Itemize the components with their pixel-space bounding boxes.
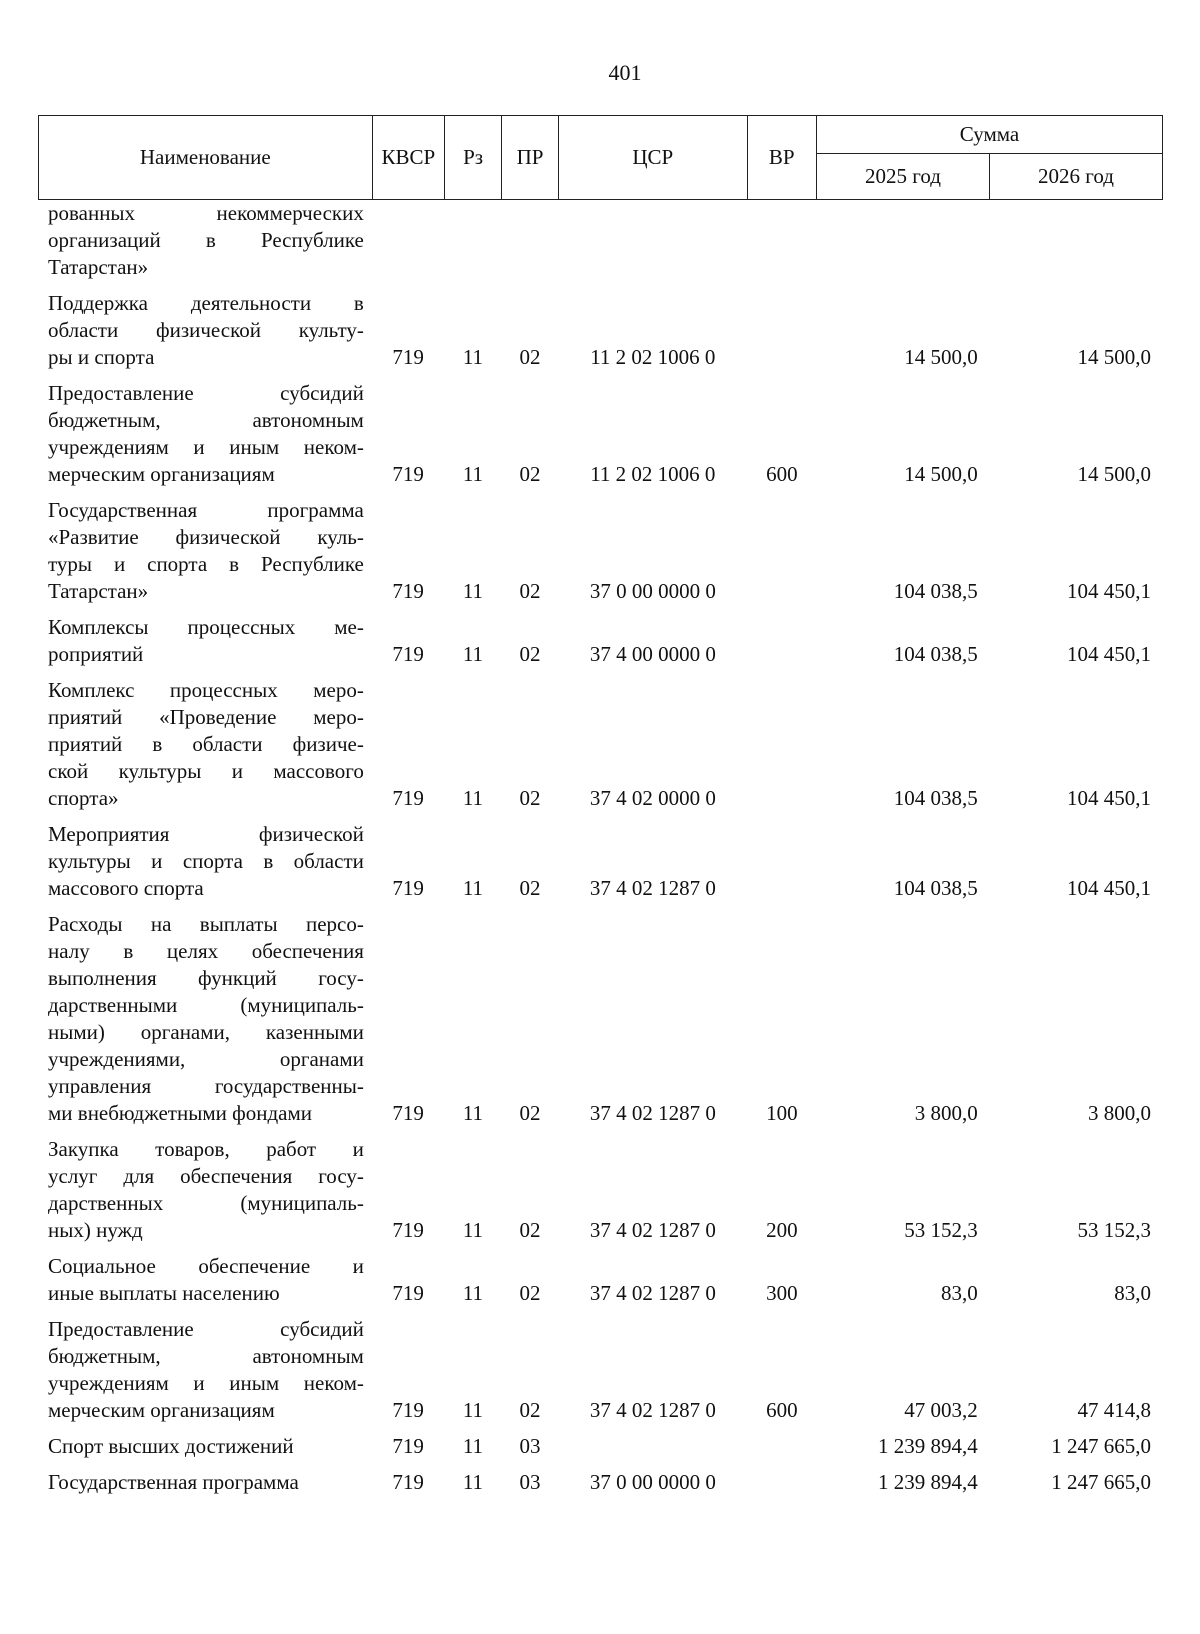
row-rz: 11 <box>462 1470 484 1494</box>
row-name <box>38 200 372 281</box>
row-pr: 03 <box>519 1470 541 1494</box>
header-sum: Сумма <box>816 116 1162 154</box>
row-name-line: мерческим организациям <box>48 1398 275 1422</box>
row-name-line: Татарстан» <box>48 579 149 603</box>
row-name-line: роприятий <box>48 642 144 666</box>
row-name-line: Комплекс процессных меро- <box>48 678 364 702</box>
row-kvsr: 719 <box>392 1101 424 1125</box>
row-sum-2025: 104 038,5 <box>893 642 978 666</box>
row-vr: 100 <box>766 1101 798 1125</box>
row-pr: 02 <box>519 345 541 369</box>
row-rz: 11 <box>462 876 484 900</box>
row-sum-2026: 53 152,3 <box>1077 1218 1151 1242</box>
row-name <box>38 488 372 605</box>
page-number: 401 <box>608 60 642 85</box>
row-kvsr: 719 <box>392 579 424 603</box>
row-kvsr: 719 <box>392 1281 424 1305</box>
row-sum-2026 <box>990 200 1163 281</box>
row-name-line: мерческим организациям <box>48 462 275 486</box>
row-name-line: Комплексы процессных ме- <box>48 615 364 639</box>
table-row <box>38 1244 1163 1307</box>
row-name <box>38 668 372 812</box>
row-pr: 02 <box>519 642 541 666</box>
row-vr: 600 <box>766 1398 798 1422</box>
row-sum-2026: 104 450,1 <box>1067 642 1151 666</box>
row-rz: 11 <box>462 1434 484 1458</box>
row-sum-2025: 104 038,5 <box>893 876 978 900</box>
row-kvsr <box>372 200 445 281</box>
row-sum-2025: 104 038,5 <box>893 786 978 810</box>
row-pr: 02 <box>519 1218 541 1242</box>
row-vr <box>747 488 816 605</box>
row-vr: 200 <box>766 1218 798 1242</box>
table-row <box>38 281 1163 371</box>
row-pr <box>501 200 558 281</box>
row-name-line: приятий в области физиче- <box>48 732 364 756</box>
row-kvsr: 719 <box>392 1470 424 1494</box>
row-kvsr: 719 <box>392 876 424 900</box>
row-vr <box>747 200 816 281</box>
row-rz: 11 <box>462 1218 484 1242</box>
row-name-line: организаций в Республике <box>48 228 364 252</box>
row-name-line: приятий «Проведение меро- <box>48 705 364 729</box>
row-name-line: ных) нужд <box>48 1218 143 1242</box>
row-name-line: бюджетным, автономным <box>48 1344 364 1368</box>
row-sum-2026: 14 500,0 <box>1077 462 1151 486</box>
header-csr: ЦСР <box>559 116 748 200</box>
row-name <box>38 902 372 1127</box>
row-vr <box>747 1460 816 1496</box>
row-rz: 11 <box>462 1398 484 1422</box>
row-name-line: культуры и спорта в области <box>48 849 364 873</box>
row-name-line: учреждениям и иным неком- <box>48 1371 364 1395</box>
row-name <box>38 1127 372 1244</box>
row-sum-2026: 83,0 <box>1114 1281 1151 1305</box>
row-sum-2026: 1 247 665,0 <box>1051 1470 1151 1494</box>
row-name <box>38 1460 372 1496</box>
row-vr <box>747 668 816 812</box>
table-body <box>38 200 1163 1496</box>
row-pr: 02 <box>519 1101 541 1125</box>
row-name <box>38 1307 372 1424</box>
row-rz: 11 <box>462 1281 484 1305</box>
row-name-line: Спорт высших достижений <box>48 1434 294 1458</box>
row-csr: 37 4 02 1287 0 <box>589 1218 716 1242</box>
row-rz: 11 <box>462 579 484 603</box>
table-row <box>38 605 1163 668</box>
table-row <box>38 668 1163 812</box>
row-name-line: выполнения функций госу- <box>48 966 364 990</box>
row-csr: 37 0 00 0000 0 <box>589 1470 716 1494</box>
row-name-line: Предоставление субсидий <box>48 381 364 405</box>
row-name-line: дарственных (муниципаль- <box>48 1191 364 1215</box>
row-sum-2025: 83,0 <box>941 1281 978 1305</box>
row-sum-2025: 104 038,5 <box>893 579 978 603</box>
row-kvsr: 719 <box>392 1218 424 1242</box>
row-sum-2026: 104 450,1 <box>1067 579 1151 603</box>
row-name-line: Предоставление субсидий <box>48 1317 364 1341</box>
row-name-line: учреждениям и иным неком- <box>48 435 364 459</box>
row-csr: 37 4 02 1287 0 <box>589 1101 716 1125</box>
row-csr: 37 4 00 0000 0 <box>589 642 716 666</box>
row-sum-2025: 47 003,2 <box>904 1398 978 1422</box>
row-name <box>38 1244 372 1307</box>
row-sum-2026: 1 247 665,0 <box>1051 1434 1151 1458</box>
table-row <box>38 1307 1163 1424</box>
row-name-line: ными) органами, казенными <box>48 1020 364 1044</box>
row-name-line: рованных некоммерческих <box>48 201 364 225</box>
row-kvsr: 719 <box>392 1434 424 1458</box>
row-name-line: ской культуры и массового <box>48 759 364 783</box>
table-header <box>38 115 1163 200</box>
row-rz <box>444 200 501 281</box>
header-vr: ВР <box>747 116 816 200</box>
row-name <box>38 371 372 488</box>
row-sum-2025: 1 239 894,4 <box>878 1434 978 1458</box>
row-csr <box>558 1424 747 1460</box>
row-kvsr: 719 <box>392 462 424 486</box>
row-csr <box>558 200 747 281</box>
row-csr: 37 0 00 0000 0 <box>589 579 716 603</box>
row-rz: 11 <box>462 642 484 666</box>
row-sum-2025: 53 152,3 <box>904 1218 978 1242</box>
row-sum-2025: 14 500,0 <box>904 462 978 486</box>
row-pr: 03 <box>519 1434 541 1458</box>
table-row <box>38 200 1163 281</box>
row-vr: 600 <box>766 462 798 486</box>
row-sum-2025: 3 800,0 <box>914 1101 978 1125</box>
table-row <box>38 902 1163 1127</box>
row-name-line: Социальное обеспечение и <box>48 1254 364 1278</box>
row-name-line: учреждениями, органами <box>48 1047 364 1071</box>
row-pr: 02 <box>519 786 541 810</box>
row-pr: 02 <box>519 1398 541 1422</box>
row-kvsr: 719 <box>392 642 424 666</box>
row-pr: 02 <box>519 1281 541 1305</box>
header-rz: Рз <box>445 116 502 200</box>
row-name-line: Расходы на выплаты персо- <box>48 912 364 936</box>
row-name-line: ры и спорта <box>48 345 155 369</box>
row-name-line: туры и спорта в Республике <box>48 552 364 576</box>
row-csr: 37 4 02 1287 0 <box>589 1398 716 1422</box>
row-vr <box>747 605 816 668</box>
row-sum-2025 <box>817 200 990 281</box>
row-csr: 11 2 02 1006 0 <box>590 462 716 486</box>
row-rz: 11 <box>462 786 484 810</box>
row-name-line: бюджетным, автономным <box>48 408 364 432</box>
row-kvsr: 719 <box>392 786 424 810</box>
row-vr <box>747 812 816 902</box>
header-kvsr: КВСР <box>372 116 445 200</box>
row-name <box>38 812 372 902</box>
row-rz: 11 <box>462 345 484 369</box>
row-name-line: Государственная программа <box>48 1470 299 1494</box>
row-name <box>38 1424 372 1460</box>
row-csr: 11 2 02 1006 0 <box>590 345 716 369</box>
table-row <box>38 371 1163 488</box>
row-name-line: Мероприятия физической <box>48 822 364 846</box>
table-row <box>38 1424 1163 1460</box>
row-csr: 37 4 02 1287 0 <box>589 876 716 900</box>
row-pr: 02 <box>519 579 541 603</box>
row-rz: 11 <box>462 462 484 486</box>
row-csr: 37 4 02 0000 0 <box>589 786 716 810</box>
row-sum-2026: 47 414,8 <box>1077 1398 1151 1422</box>
table-row <box>38 1127 1163 1244</box>
header-year-2025: 2025 год <box>816 154 989 200</box>
row-name-line: «Развитие физической куль- <box>48 525 364 549</box>
row-sum-2026: 3 800,0 <box>1088 1101 1151 1125</box>
table-row <box>38 488 1163 605</box>
row-name-line: Поддержка деятельности в <box>48 291 364 315</box>
row-name <box>38 605 372 668</box>
row-name-line: Государственная программа <box>48 498 364 522</box>
row-pr: 02 <box>519 462 541 486</box>
header-name: Наименование <box>39 116 373 200</box>
row-name-line: массового спорта <box>48 876 204 900</box>
row-name-line: области физической культу- <box>48 318 364 342</box>
table-row <box>38 1460 1163 1496</box>
row-name-line: Татарстан» <box>48 255 149 279</box>
row-name-line: спорта» <box>48 786 119 810</box>
row-vr <box>747 1424 816 1460</box>
row-name <box>38 281 372 371</box>
row-vr: 300 <box>766 1281 798 1305</box>
row-kvsr: 719 <box>392 345 424 369</box>
row-name-line: услуг для обеспечения госу- <box>48 1164 364 1188</box>
row-vr <box>747 281 816 371</box>
budget-table <box>38 200 1163 1496</box>
row-name-line: дарственными (муниципаль- <box>48 993 364 1017</box>
row-rz: 11 <box>462 1101 484 1125</box>
row-pr: 02 <box>519 876 541 900</box>
row-sum-2025: 14 500,0 <box>904 345 978 369</box>
row-sum-2025: 1 239 894,4 <box>878 1470 978 1494</box>
row-name-line: налу в целях обеспечения <box>48 939 364 963</box>
row-sum-2026: 14 500,0 <box>1077 345 1151 369</box>
row-name-line: иные выплаты населению <box>48 1281 280 1305</box>
row-csr: 37 4 02 1287 0 <box>589 1281 716 1305</box>
row-sum-2026: 104 450,1 <box>1067 786 1151 810</box>
header-year-2026: 2026 год <box>989 154 1162 200</box>
row-name-line: Закупка товаров, работ и <box>48 1137 364 1161</box>
row-name-line: управления государственны- <box>48 1074 364 1098</box>
row-sum-2026: 104 450,1 <box>1067 876 1151 900</box>
table-row <box>38 812 1163 902</box>
row-kvsr: 719 <box>392 1398 424 1422</box>
header-pr: ПР <box>502 116 559 200</box>
row-name-line: ми внебюджетными фондами <box>48 1101 312 1125</box>
